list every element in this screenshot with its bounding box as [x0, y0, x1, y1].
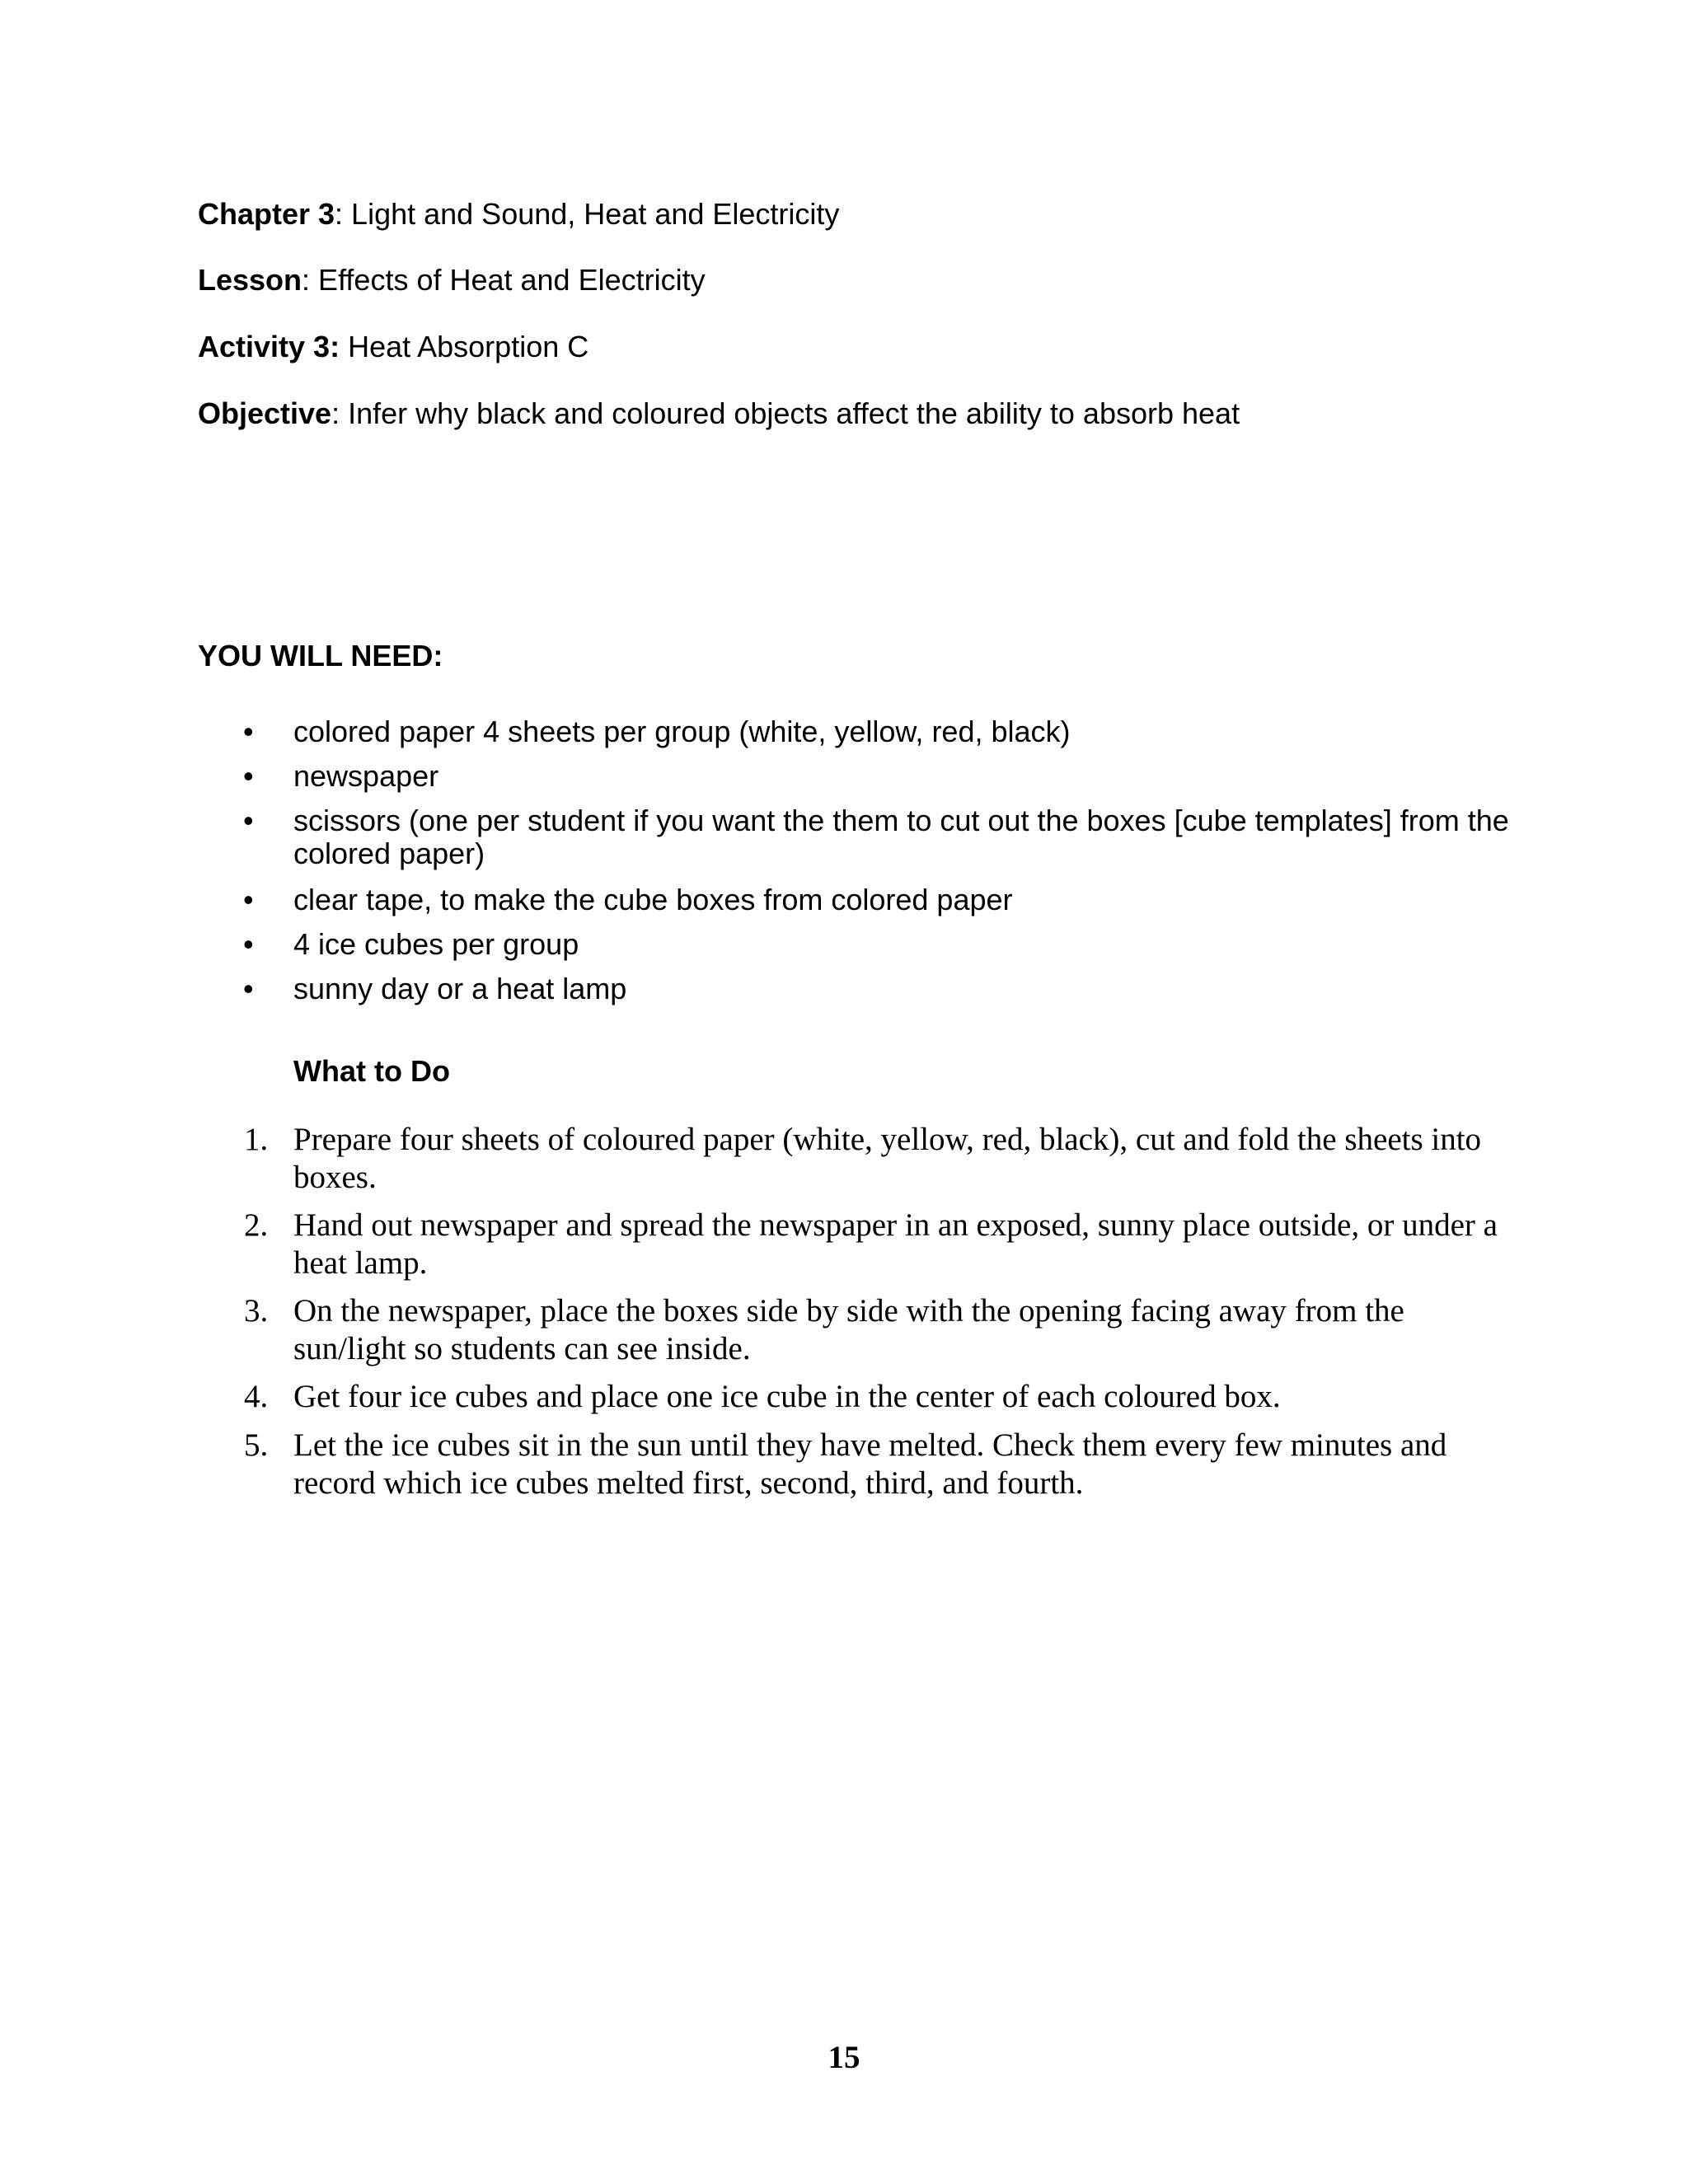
- procedure-heading: What to Do: [293, 1054, 450, 1088]
- list-item: [198, 928, 1484, 961]
- list-item-text: newspaper: [293, 759, 439, 793]
- step-text: Hand out newspaper and spread the newspaper in an exposed, sunny place outside, or under a heat lamp.: [293, 1207, 1498, 1281]
- bullet-icon: •: [243, 715, 254, 748]
- bullet-icon: •: [243, 804, 254, 837]
- list-item: [198, 804, 1509, 870]
- step-number: 3.: [244, 1293, 269, 1329]
- list-item: [198, 972, 1484, 1005]
- list-item-text: 4 ice cubes per group: [293, 927, 579, 961]
- objective-line: [198, 396, 1240, 432]
- step-item: [198, 1207, 1517, 1282]
- list-item-text: sunny day or a heat lamp: [293, 972, 627, 1005]
- step-item: [198, 1378, 1517, 1416]
- lesson-line: [198, 262, 706, 298]
- list-item: [198, 760, 1484, 793]
- chapter-line: [198, 196, 839, 232]
- step-text: On the newspaper, place the boxes side by side with the opening facing away from the sun/light so students can see inside.: [293, 1293, 1404, 1366]
- bullet-icon: •: [243, 972, 254, 1005]
- list-item: [198, 715, 1484, 748]
- activity-label: Activity 3:: [198, 330, 340, 363]
- activity-line: [198, 329, 588, 365]
- bullet-icon: •: [243, 927, 254, 961]
- list-item-text: scissors (one per student if you want the them to cut out the boxes [cube templates] from the colored paper): [293, 804, 1509, 870]
- lesson-label: Lesson: [198, 263, 302, 297]
- chapter-text: : Light and Sound, Heat and Electricity: [335, 197, 840, 231]
- step-number: 4.: [244, 1379, 269, 1414]
- materials-heading: YOU WILL NEED:: [198, 639, 443, 673]
- step-item: [198, 1292, 1517, 1368]
- step-item: [198, 1427, 1517, 1502]
- bullet-icon: •: [243, 883, 254, 916]
- list-item: [198, 883, 1484, 916]
- step-number: 1.: [244, 1122, 269, 1157]
- lesson-text: : Effects of Heat and Electricity: [302, 263, 706, 297]
- step-text: Get four ice cubes and place one ice cube in the center of each coloured box.: [293, 1379, 1281, 1414]
- activity-text: Heat Absorption C: [340, 330, 589, 363]
- step-text: Prepare four sheets of coloured paper (white, yellow, red, black), cut and fold the sheets into boxes.: [293, 1122, 1482, 1195]
- step-number: 5.: [244, 1427, 269, 1463]
- step-item: [198, 1121, 1517, 1197]
- objective-label: Objective: [198, 396, 332, 430]
- step-number: 2.: [244, 1207, 269, 1243]
- page-number: 15: [828, 2040, 860, 2075]
- objective-text: : Infer why black and coloured objects affect the ability to absorb heat: [331, 396, 1240, 430]
- list-item-text: clear tape, to make the cube boxes from colored paper: [293, 883, 1013, 916]
- step-text: Let the ice cubes sit in the sun until they have melted. Check them every few minutes and record which ice cubes melted first, second, third, and fourth.: [293, 1427, 1447, 1501]
- bullet-icon: •: [243, 759, 254, 793]
- chapter-label: Chapter 3: [198, 197, 335, 231]
- list-item-text: colored paper 4 sheets per group (white, yellow, red, black): [293, 715, 1071, 748]
